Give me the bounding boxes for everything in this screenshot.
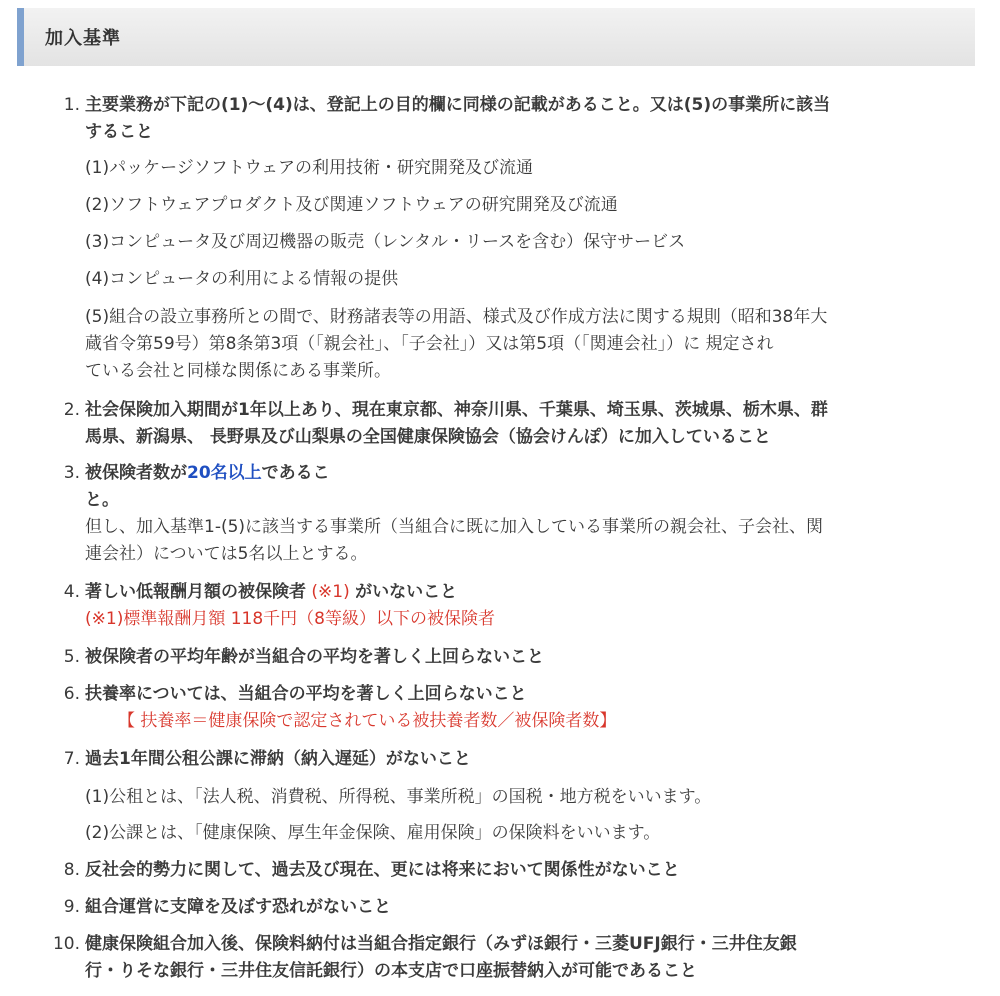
item-text xyxy=(85,460,955,487)
list-item-1-title xyxy=(85,92,955,146)
item-number: 5. xyxy=(63,647,80,667)
list-item-1-sub-1: (1)パッケージソフトウェアの利用技術・研究開発及び流通 xyxy=(85,158,534,178)
item-text: 健康保険組合加入後、保険料納付は当組合指定銀行（みずほ銀行・三菱UFJ銀行・三井住友銀 xyxy=(85,934,797,954)
item-number: 1. xyxy=(63,95,80,115)
item-text: 社会保険加入期間が1年以上あり、現在東京都、神奈川県、千葉県、埼玉県、茨城県、栃木県、群 xyxy=(85,400,828,420)
note-text: 但し、加入基準1-(5)に該当する事業所（当組合に既に加入している事業所の親会社、子会社、関 xyxy=(85,517,824,537)
list-item-9: 組合運営に支障を及ぼす恐れがないこと xyxy=(85,897,391,917)
list-item-10 xyxy=(85,931,955,985)
item-number: 10. xyxy=(52,934,80,954)
item-text-pre: 著しい低報酬月額の被保険者 xyxy=(85,582,306,602)
list-item-1-sub-5 xyxy=(85,304,955,385)
item-number: 8. xyxy=(63,860,80,880)
list-item-7-sub-2: (2)公課とは、「健康保険、厚生年金保険、雇用保険」の保険料をいいます。 xyxy=(85,823,661,843)
formula-note: 【 扶養率＝健康保険で認定されている被扶養者数／被保険者数】 xyxy=(118,711,617,731)
highlight-text: 20名以上 xyxy=(187,463,262,483)
item-number: 7. xyxy=(63,749,80,769)
list-item-2 xyxy=(85,397,955,451)
list-item-1-sub-4: (4)コンピュータの利用による情報の提供 xyxy=(85,269,399,289)
item-text: 行・りそな銀行・三井住友信託銀行）の本支店で口座振替納入が可能であること xyxy=(85,961,697,981)
item-text-post: であるこ xyxy=(261,463,330,483)
item-text: 蔵省令第59号）第8条第3項（「親会社」、「子会社」）又は第5項（「関連会社」）に 規定され xyxy=(85,334,774,354)
note-text: 連会社）については5名以上とする。 xyxy=(85,544,368,564)
item-text: と。 xyxy=(85,490,119,510)
list-item-6 xyxy=(85,681,955,735)
item-text xyxy=(85,579,955,606)
footnote-mark: (※1) xyxy=(311,582,350,602)
list-item-3-note xyxy=(85,514,955,568)
list-item-7-sub-1: (1)公租とは、「法人税、消費税、所得税、事業所税」の国税・地方税をいいます。 xyxy=(85,787,712,807)
item-text: ている会社と同様な関係にある事業所。 xyxy=(85,361,391,381)
item-number: 9. xyxy=(63,897,80,917)
item-text: (5)組合の設立事務所との間で、財務諸表等の用語、様式及び作成方法に関する規則（昭和38年大 xyxy=(85,307,828,327)
list-item-1-sub-2: (2)ソフトウェアプロダクト及び関連ソフトウェアの研究開発及び流通 xyxy=(85,195,618,215)
item-text: 扶養率については、当組合の平均を著しく上回らないこと xyxy=(85,684,527,704)
item-text: 馬県、新潟県、 長野県及び山梨県の全国健康保険協会（協会けんぽ）に加入していること xyxy=(85,427,771,447)
item-text: 主要業務が下記の(1)〜(4)は、登記上の目的欄に同様の記載があること。又は(5)の事業所に該当 xyxy=(85,95,831,115)
item-number: 3. xyxy=(63,463,80,483)
footnote-text: (※1)標準報酬月額 118千円（8等級）以下の被保険者 xyxy=(85,609,495,629)
item-number: 6. xyxy=(63,684,80,704)
item-text: すること xyxy=(85,122,153,142)
section-header xyxy=(17,8,975,66)
item-text-pre: 被保険者数が xyxy=(85,463,187,483)
list-item-4 xyxy=(85,579,955,633)
list-item-3 xyxy=(85,460,955,514)
section-title: 加入基準 xyxy=(45,28,121,49)
list-item-8: 反社会的勢力に関して、過去及び現在、更には将来において関係性がないこと xyxy=(85,860,680,880)
list-item-1-sub-3: (3)コンピュータ及び周辺機器の販売（レンタル・リースを含む）保守サービス xyxy=(85,232,686,252)
list-item-5: 被保険者の平均年齢が当組合の平均を著しく上回らないこと xyxy=(85,647,544,667)
item-text-post: がいないこと xyxy=(355,582,458,602)
item-number: 2. xyxy=(63,400,80,420)
item-number: 4. xyxy=(63,582,80,602)
list-item-7: 過去1年間公租公課に滞納（納入遅延）がないこと xyxy=(85,749,471,769)
